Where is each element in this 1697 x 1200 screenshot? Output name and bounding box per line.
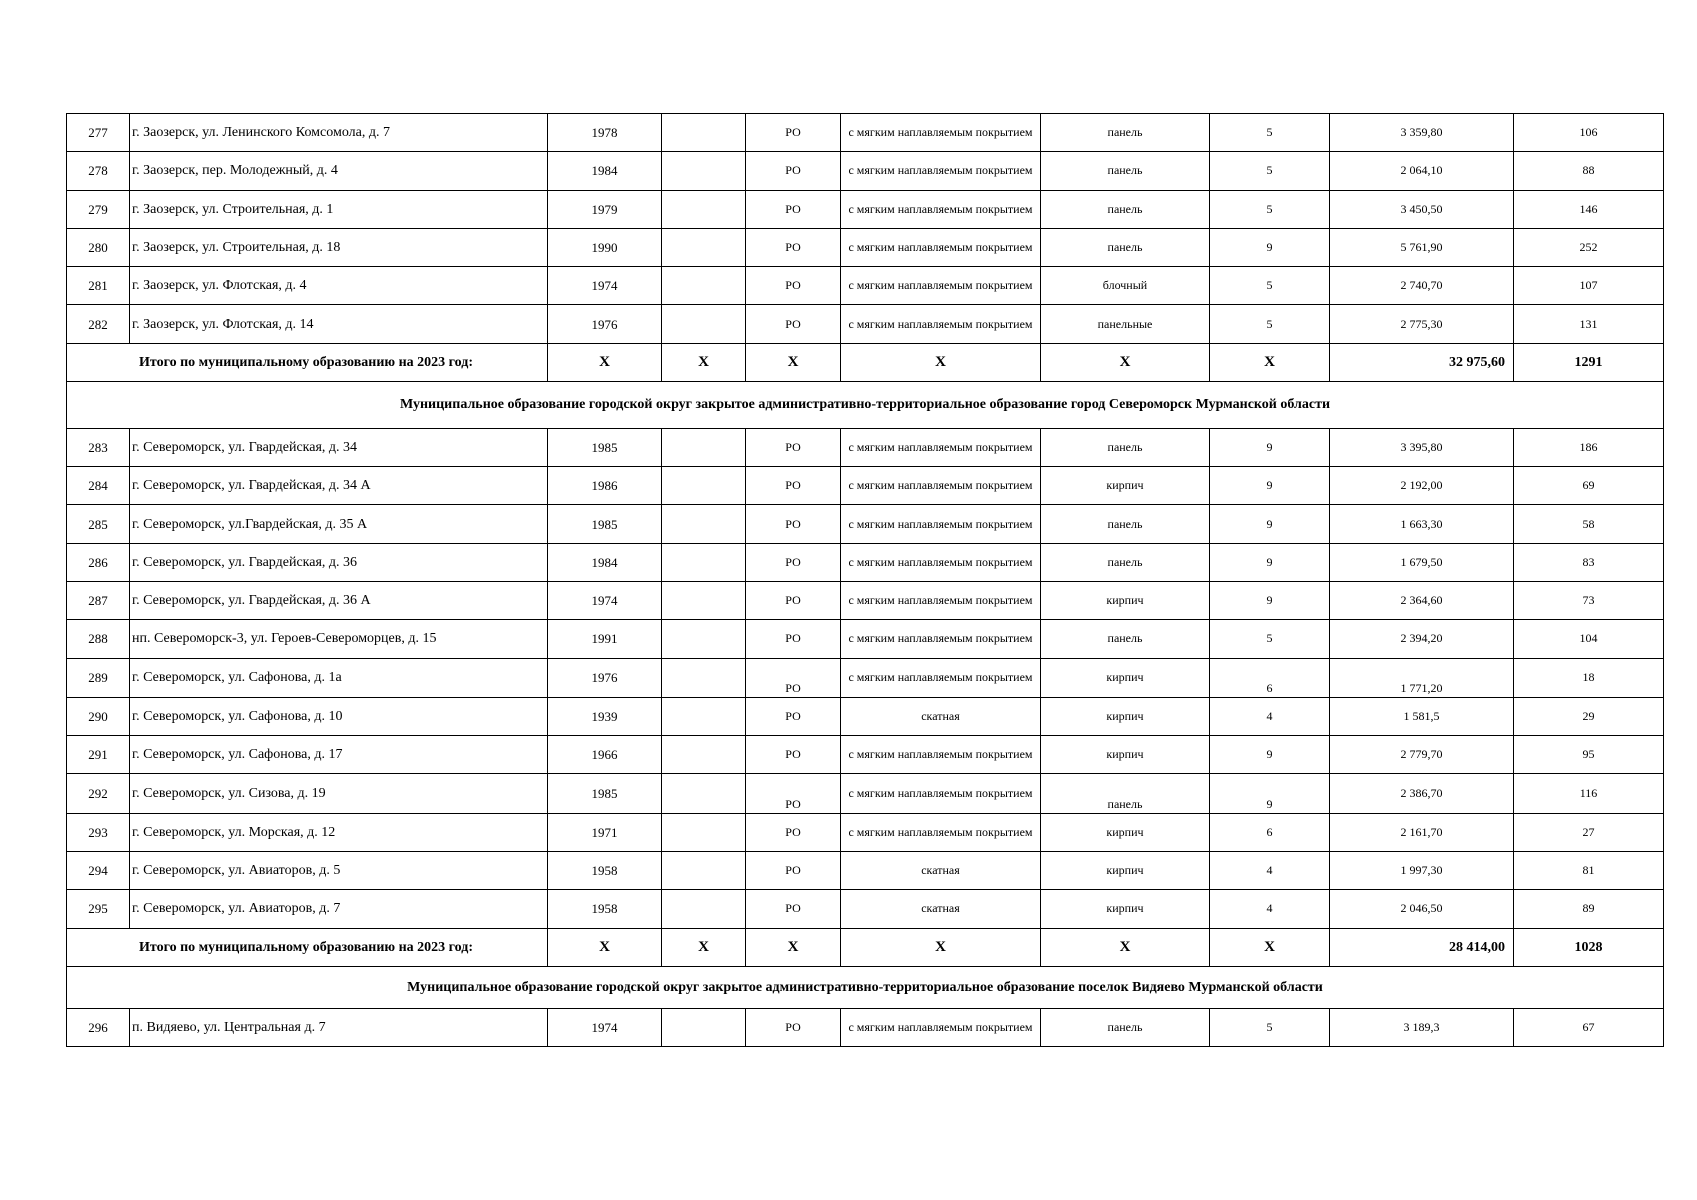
- wall-material-cell: панель: [1041, 1008, 1210, 1046]
- year-built-cell: 1974: [548, 581, 662, 619]
- floors-cell: 5: [1210, 190, 1330, 228]
- roof-type-cell: с мягким наплавляемым покрытием: [841, 736, 1041, 774]
- year-built-cell: 1966: [548, 736, 662, 774]
- row-number-cell: 278: [67, 152, 130, 190]
- floors-cell: 9: [1210, 774, 1330, 813]
- roof-type-cell: скатная: [841, 890, 1041, 928]
- year-built-cell: 1984: [548, 152, 662, 190]
- total-label: Итого по муниципальному образованию на 2023 год:: [67, 928, 548, 966]
- wall-material-cell: панель: [1041, 114, 1210, 152]
- address-cell: г. Заозерск, пер. Молодежный, д. 4: [130, 152, 548, 190]
- residents-cell: 58: [1514, 505, 1664, 543]
- wall-material-cell: кирпич: [1041, 852, 1210, 890]
- wall-material-cell: панель: [1041, 228, 1210, 266]
- wall-material-cell: панель: [1041, 543, 1210, 581]
- table-row: [67, 581, 1664, 619]
- ro-cell: РО: [746, 774, 841, 813]
- table-row: [67, 697, 1664, 735]
- floors-cell: 5: [1210, 114, 1330, 152]
- area-cell: 1 771,20: [1330, 658, 1514, 697]
- total-area: 28 414,00: [1330, 928, 1514, 966]
- ro-cell: РО: [746, 114, 841, 152]
- floors-cell: 9: [1210, 736, 1330, 774]
- table-row: [67, 774, 1664, 813]
- floors-cell: 5: [1210, 1008, 1330, 1046]
- area-cell: 2 046,50: [1330, 890, 1514, 928]
- ro-cell: РО: [746, 543, 841, 581]
- address-cell: г. Заозерск, ул. Флотская, д. 14: [130, 305, 548, 343]
- ro-cell: РО: [746, 190, 841, 228]
- table-row: [67, 1008, 1664, 1046]
- roof-type-cell: с мягким наплавляемым покрытием: [841, 543, 1041, 581]
- table-row: [67, 620, 1664, 658]
- row-number-cell: 279: [67, 190, 130, 228]
- year-built-cell: 1991: [548, 620, 662, 658]
- floors-cell: 9: [1210, 543, 1330, 581]
- ro-cell: РО: [746, 658, 841, 697]
- wall-material-cell: панельные: [1041, 305, 1210, 343]
- floors-cell: 9: [1210, 505, 1330, 543]
- area-cell: 2 064,10: [1330, 152, 1514, 190]
- table-row: [67, 505, 1664, 543]
- row-number-cell: 280: [67, 228, 130, 266]
- roof-type-cell: с мягким наплавляемым покрытием: [841, 267, 1041, 305]
- roof-type-cell: с мягким наплавляемым покрытием: [841, 467, 1041, 505]
- wall-material-cell: кирпич: [1041, 658, 1210, 697]
- total-residents: 1291: [1514, 343, 1664, 381]
- empty-cell: [662, 428, 746, 466]
- area-cell: 2 386,70: [1330, 774, 1514, 813]
- roof-type-cell: скатная: [841, 852, 1041, 890]
- floors-cell: 4: [1210, 852, 1330, 890]
- address-cell: г. Североморск, ул. Гвардейская, д. 34: [130, 428, 548, 466]
- row-number-cell: 296: [67, 1008, 130, 1046]
- address-cell: г. Североморск, ул. Авиаторов, д. 7: [130, 890, 548, 928]
- address-cell: г. Североморск, ул. Морская, д. 12: [130, 813, 548, 851]
- empty-cell: [662, 1008, 746, 1046]
- area-cell: 3 359,80: [1330, 114, 1514, 152]
- residents-cell: 107: [1514, 267, 1664, 305]
- area-cell: 2 775,30: [1330, 305, 1514, 343]
- empty-cell: [662, 697, 746, 735]
- floors-cell: 9: [1210, 467, 1330, 505]
- table-row: [67, 813, 1664, 851]
- total-row: [67, 928, 1664, 966]
- empty-cell: [662, 581, 746, 619]
- address-cell: г. Североморск, ул. Гвардейская, д. 36 А: [130, 581, 548, 619]
- row-number-cell: 281: [67, 267, 130, 305]
- table-row: [67, 228, 1664, 266]
- empty-cell: [662, 736, 746, 774]
- wall-material-cell: панель: [1041, 152, 1210, 190]
- area-cell: 1 663,30: [1330, 505, 1514, 543]
- ro-cell: РО: [746, 228, 841, 266]
- year-built-cell: 1986: [548, 467, 662, 505]
- residents-cell: 104: [1514, 620, 1664, 658]
- section-title: Муниципальное образование городской округ закрытое административно-территориальное образование город Североморск Мурманской области: [67, 381, 1664, 428]
- roof-type-cell: с мягким наплавляемым покрытием: [841, 774, 1041, 813]
- row-number-cell: 283: [67, 428, 130, 466]
- empty-cell: [662, 228, 746, 266]
- residents-cell: 89: [1514, 890, 1664, 928]
- floors-cell: 5: [1210, 267, 1330, 305]
- address-cell: г. Североморск, ул. Гвардейская, д. 34 А: [130, 467, 548, 505]
- table-row: [67, 305, 1664, 343]
- area-cell: 2 394,20: [1330, 620, 1514, 658]
- roof-type-cell: с мягким наплавляемым покрытием: [841, 658, 1041, 697]
- total-residents: 1028: [1514, 928, 1664, 966]
- wall-material-cell: кирпич: [1041, 581, 1210, 619]
- ro-cell: РО: [746, 697, 841, 735]
- year-built-cell: 1958: [548, 852, 662, 890]
- address-cell: г. Североморск, ул. Сафонова, д. 10: [130, 697, 548, 735]
- empty-cell: [662, 543, 746, 581]
- wall-material-cell: панель: [1041, 620, 1210, 658]
- empty-cell: [662, 505, 746, 543]
- empty-cell: [662, 114, 746, 152]
- floors-cell: 5: [1210, 305, 1330, 343]
- empty-cell: [662, 890, 746, 928]
- year-built-cell: 1974: [548, 1008, 662, 1046]
- residents-cell: 29: [1514, 697, 1664, 735]
- address-cell: г. Североморск, ул. Сафонова, д. 17: [130, 736, 548, 774]
- empty-cell: [662, 152, 746, 190]
- residents-cell: 106: [1514, 114, 1664, 152]
- roof-type-cell: с мягким наплавляемым покрытием: [841, 152, 1041, 190]
- address-cell: г. Североморск, ул. Авиаторов, д. 5: [130, 852, 548, 890]
- roof-type-cell: с мягким наплавляемым покрытием: [841, 1008, 1041, 1046]
- wall-material-cell: панель: [1041, 774, 1210, 813]
- area-cell: 2 364,60: [1330, 581, 1514, 619]
- table-row: [67, 428, 1664, 466]
- address-cell: г. Заозерск, ул. Флотская, д. 4: [130, 267, 548, 305]
- empty-cell: [662, 190, 746, 228]
- section-header-row: [67, 966, 1664, 1008]
- table-row: [67, 890, 1664, 928]
- floors-cell: 9: [1210, 428, 1330, 466]
- total-label: Итого по муниципальному образованию на 2023 год:: [67, 343, 548, 381]
- residents-cell: 131: [1514, 305, 1664, 343]
- roof-type-cell: с мягким наплавляемым покрытием: [841, 305, 1041, 343]
- table-row: [67, 852, 1664, 890]
- row-number-cell: 277: [67, 114, 130, 152]
- residents-cell: 88: [1514, 152, 1664, 190]
- floors-cell: 5: [1210, 152, 1330, 190]
- roof-type-cell: с мягким наплавляемым покрытием: [841, 505, 1041, 543]
- table-row: [67, 658, 1664, 697]
- empty-cell: [662, 774, 746, 813]
- wall-material-cell: кирпич: [1041, 697, 1210, 735]
- floors-cell: 9: [1210, 228, 1330, 266]
- address-cell: г. Заозерск, ул. Строительная, д. 18: [130, 228, 548, 266]
- ro-cell: РО: [746, 467, 841, 505]
- empty-cell: [662, 620, 746, 658]
- total-x-mark: X: [746, 343, 841, 381]
- year-built-cell: 1984: [548, 543, 662, 581]
- section-header-row: [67, 381, 1664, 428]
- year-built-cell: 1939: [548, 697, 662, 735]
- roof-type-cell: с мягким наплавляемым покрытием: [841, 190, 1041, 228]
- roof-type-cell: с мягким наплавляемым покрытием: [841, 114, 1041, 152]
- floors-cell: 4: [1210, 890, 1330, 928]
- residents-cell: 146: [1514, 190, 1664, 228]
- residents-cell: 116: [1514, 774, 1664, 813]
- area-cell: 3 395,80: [1330, 428, 1514, 466]
- ro-cell: РО: [746, 428, 841, 466]
- area-cell: 2 779,70: [1330, 736, 1514, 774]
- roof-type-cell: с мягким наплавляемым покрытием: [841, 581, 1041, 619]
- ro-cell: РО: [746, 736, 841, 774]
- wall-material-cell: кирпич: [1041, 813, 1210, 851]
- row-number-cell: 286: [67, 543, 130, 581]
- total-x-mark: X: [548, 928, 662, 966]
- total-x-mark: X: [841, 928, 1041, 966]
- year-built-cell: 1976: [548, 305, 662, 343]
- row-number-cell: 294: [67, 852, 130, 890]
- row-number-cell: 290: [67, 697, 130, 735]
- wall-material-cell: блочный: [1041, 267, 1210, 305]
- year-built-cell: 1990: [548, 228, 662, 266]
- total-x-mark: X: [1210, 928, 1330, 966]
- ro-cell: РО: [746, 620, 841, 658]
- address-cell: г. Североморск, ул. Сафонова, д. 1а: [130, 658, 548, 697]
- wall-material-cell: панель: [1041, 505, 1210, 543]
- total-x-mark: X: [1210, 343, 1330, 381]
- table-row: [67, 190, 1664, 228]
- roof-type-cell: с мягким наплавляемым покрытием: [841, 428, 1041, 466]
- housing-register-table: [66, 113, 1664, 1047]
- row-number-cell: 289: [67, 658, 130, 697]
- floors-cell: 4: [1210, 697, 1330, 735]
- area-cell: 2 161,70: [1330, 813, 1514, 851]
- residents-cell: 81: [1514, 852, 1664, 890]
- residents-cell: 186: [1514, 428, 1664, 466]
- ro-cell: РО: [746, 581, 841, 619]
- empty-cell: [662, 267, 746, 305]
- row-number-cell: 288: [67, 620, 130, 658]
- row-number-cell: 292: [67, 774, 130, 813]
- year-built-cell: 1985: [548, 774, 662, 813]
- row-number-cell: 285: [67, 505, 130, 543]
- address-cell: г. Североморск, ул.Гвардейская, д. 35 А: [130, 505, 548, 543]
- area-cell: 5 761,90: [1330, 228, 1514, 266]
- year-built-cell: 1985: [548, 505, 662, 543]
- area-cell: 1 997,30: [1330, 852, 1514, 890]
- area-cell: 1 581,5: [1330, 697, 1514, 735]
- wall-material-cell: панель: [1041, 190, 1210, 228]
- address-cell: нп. Североморск-3, ул. Героев-Североморцев, д. 15: [130, 620, 548, 658]
- address-cell: г. Североморск, ул. Гвардейская, д. 36: [130, 543, 548, 581]
- row-number-cell: 291: [67, 736, 130, 774]
- year-built-cell: 1978: [548, 114, 662, 152]
- total-x-mark: X: [1041, 343, 1210, 381]
- residents-cell: 83: [1514, 543, 1664, 581]
- row-number-cell: 295: [67, 890, 130, 928]
- empty-cell: [662, 467, 746, 505]
- year-built-cell: 1985: [548, 428, 662, 466]
- wall-material-cell: панель: [1041, 428, 1210, 466]
- ro-cell: РО: [746, 267, 841, 305]
- empty-cell: [662, 852, 746, 890]
- total-row: [67, 343, 1664, 381]
- total-area: 32 975,60: [1330, 343, 1514, 381]
- row-number-cell: 293: [67, 813, 130, 851]
- residents-cell: 252: [1514, 228, 1664, 266]
- total-x-mark: X: [548, 343, 662, 381]
- table-row: [67, 152, 1664, 190]
- empty-cell: [662, 658, 746, 697]
- empty-cell: [662, 305, 746, 343]
- address-cell: г. Североморск, ул. Сизова, д. 19: [130, 774, 548, 813]
- table-row: [67, 467, 1664, 505]
- year-built-cell: 1979: [548, 190, 662, 228]
- total-x-mark: X: [1041, 928, 1210, 966]
- row-number-cell: 287: [67, 581, 130, 619]
- empty-cell: [662, 813, 746, 851]
- residents-cell: 67: [1514, 1008, 1664, 1046]
- year-built-cell: 1976: [548, 658, 662, 697]
- roof-type-cell: с мягким наплавляемым покрытием: [841, 813, 1041, 851]
- table-row: [67, 736, 1664, 774]
- table-row: [67, 543, 1664, 581]
- roof-type-cell: с мягким наплавляемым покрытием: [841, 228, 1041, 266]
- area-cell: 2 740,70: [1330, 267, 1514, 305]
- residents-cell: 95: [1514, 736, 1664, 774]
- ro-cell: РО: [746, 152, 841, 190]
- area-cell: 3 450,50: [1330, 190, 1514, 228]
- ro-cell: РО: [746, 813, 841, 851]
- area-cell: 2 192,00: [1330, 467, 1514, 505]
- residents-cell: 27: [1514, 813, 1664, 851]
- section-title: Муниципальное образование городской округ закрытое административно-территориальное образование поселок Видяево Мурманской области: [67, 966, 1664, 1008]
- address-cell: г. Заозерск, ул. Строительная, д. 1: [130, 190, 548, 228]
- ro-cell: РО: [746, 305, 841, 343]
- area-cell: 1 679,50: [1330, 543, 1514, 581]
- residents-cell: 73: [1514, 581, 1664, 619]
- total-x-mark: X: [746, 928, 841, 966]
- total-x-mark: X: [841, 343, 1041, 381]
- residents-cell: 18: [1514, 658, 1664, 697]
- row-number-cell: 282: [67, 305, 130, 343]
- floors-cell: 5: [1210, 620, 1330, 658]
- wall-material-cell: кирпич: [1041, 890, 1210, 928]
- roof-type-cell: с мягким наплавляемым покрытием: [841, 620, 1041, 658]
- row-number-cell: 284: [67, 467, 130, 505]
- year-built-cell: 1958: [548, 890, 662, 928]
- wall-material-cell: кирпич: [1041, 736, 1210, 774]
- ro-cell: РО: [746, 852, 841, 890]
- area-cell: 3 189,3: [1330, 1008, 1514, 1046]
- ro-cell: РО: [746, 890, 841, 928]
- year-built-cell: 1974: [548, 267, 662, 305]
- table-row: [67, 114, 1664, 152]
- total-x-mark: X: [662, 928, 746, 966]
- address-cell: п. Видяево, ул. Центральная д. 7: [130, 1008, 548, 1046]
- residents-cell: 69: [1514, 467, 1664, 505]
- address-cell: г. Заозерск, ул. Ленинского Комсомола, д. 7: [130, 114, 548, 152]
- floors-cell: 6: [1210, 813, 1330, 851]
- roof-type-cell: скатная: [841, 697, 1041, 735]
- floors-cell: 6: [1210, 658, 1330, 697]
- total-x-mark: X: [662, 343, 746, 381]
- wall-material-cell: кирпич: [1041, 467, 1210, 505]
- ro-cell: РО: [746, 505, 841, 543]
- table-row: [67, 267, 1664, 305]
- year-built-cell: 1971: [548, 813, 662, 851]
- ro-cell: РО: [746, 1008, 841, 1046]
- floors-cell: 9: [1210, 581, 1330, 619]
